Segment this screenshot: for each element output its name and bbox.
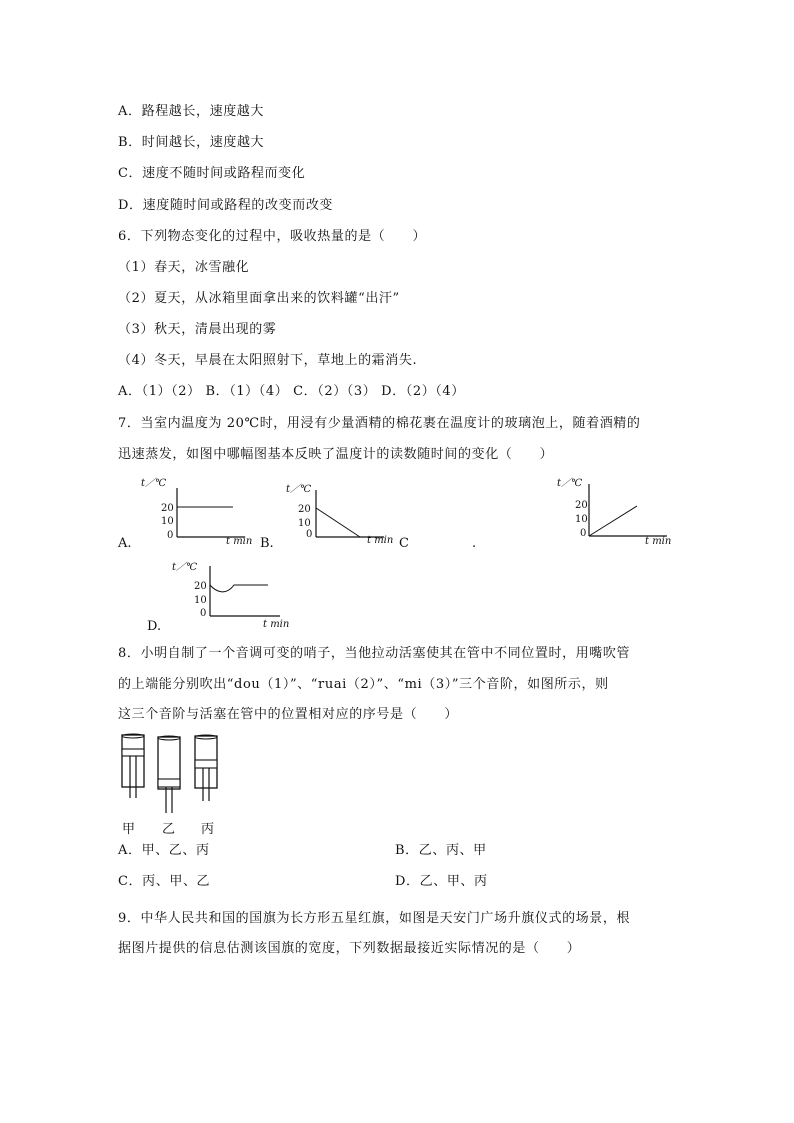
q7-stem-line2: 迅速蒸发，如图中哪幅图基本反映了温度计的读数随时间的变化（ ） (118, 447, 554, 462)
graph-a-tick-10: 10 (161, 516, 174, 527)
graph-c-series-line (589, 506, 637, 536)
q6-item-3: （3）秋天，清晨出现的雾 (118, 322, 277, 337)
q7-stem-line1: 7．当室内温度为 20℃时，用浸有少量酒精的棉花裹在温度计的玻璃泡上，随着酒精的 (118, 416, 641, 431)
q6-item-2: （2）夏天，从冰箱里面拿出来的饮料罐“出汗” (118, 291, 400, 306)
graph-d (168, 558, 288, 626)
graph-b-tick-20: 20 (298, 504, 311, 515)
graph-d-label: D. (147, 619, 162, 634)
graph-d-series-line (210, 585, 268, 592)
graph-c-tick-10: 10 (575, 514, 588, 525)
q6-item-4: （4）冬天，早晨在太阳照射下，草地上的霜消失. (118, 353, 418, 368)
q5-option-d: D．速度随时间或路程的改变而改变 (118, 198, 334, 213)
q6-item-1: （1）春天，冰雪融化 (118, 260, 250, 275)
graph-b-series-line (316, 508, 360, 537)
q9-stem-line1: 9．中华人民共和国的国旗为长方形五星红旗，如图是天安门广场升旗仪式的场景，根 (118, 911, 631, 926)
graph-d-x-label: t min (263, 619, 290, 630)
graph-b-y-label: t／℃ (286, 484, 312, 495)
q8-stem-line2: 的上端能分别吹出“dou（1）”、“ruai（2）”、“mi（3）”三个音阶，如图所示，则 (118, 677, 609, 692)
q8-option-b: B．乙、丙、甲 (395, 843, 487, 858)
graph-c-label: C (399, 536, 409, 551)
q8-option-d: D．乙、甲、丙 (395, 874, 488, 889)
graph-c-x-label: t min (645, 536, 672, 547)
q5-option-c: C．速度不随时间或路程而变化 (118, 166, 306, 181)
graph-b-label: B. (260, 536, 274, 551)
graph-a-tick-0: 0 (167, 530, 174, 541)
q8-option-c: C．丙、甲、乙 (118, 874, 211, 889)
graph-c-label-dot: . (472, 536, 477, 551)
q6-options: A．（1）（2） B．（1）（4） C．（2）（3） D．（2）（4） (118, 384, 465, 399)
tube-label-bing: 丙 (201, 822, 215, 837)
graph-a-x-label: t min (226, 536, 253, 547)
q5-option-a: A．路程越长，速度越大 (118, 104, 264, 119)
graph-c-tick-20: 20 (575, 500, 588, 511)
graph-a-y-label: t／℃ (141, 478, 167, 489)
graph-b-tick-10: 10 (298, 518, 311, 529)
graph-c-y-label: t／℃ (557, 478, 583, 489)
q8-stem-line3: 这三个音阶与活塞在管中的位置相对应的序号是（ ） (118, 707, 459, 722)
graph-d-tick-0: 0 (200, 608, 207, 619)
graph-b-x-label: t min (367, 535, 394, 546)
q5-option-b: B．时间越长，速度越大 (118, 135, 265, 150)
graph-b-tick-0: 0 (306, 529, 313, 540)
q9-stem-line2: 据图片提供的信息估测该国旗的宽度，下列数据最接近实际情况的是（ ） (118, 941, 581, 956)
q8-option-a: A．甲、乙、丙 (118, 843, 210, 858)
tube-yi (158, 736, 180, 813)
tube-label-jia: 甲 (122, 822, 136, 837)
q8-stem-line1: 8．小明自制了一个音调可变的哨子，当他拉动活塞使其在管中不同位置时，用嘴吹管 (118, 646, 631, 661)
graph-d-tick-20: 20 (194, 581, 207, 592)
graph-d-tick-10: 10 (194, 595, 207, 606)
graph-d-y-label: t／℃ (172, 562, 198, 573)
graph-a-tick-20: 20 (161, 503, 174, 514)
tube-bing (195, 735, 217, 801)
q6-stem: 6．下列物态变化的过程中，吸收热量的是（ ） (118, 229, 427, 244)
tube-jia (122, 734, 144, 798)
tube-label-yi: 乙 (162, 822, 176, 837)
graph-c-tick-0: 0 (580, 528, 587, 539)
graph-a-label: A. (118, 536, 132, 551)
